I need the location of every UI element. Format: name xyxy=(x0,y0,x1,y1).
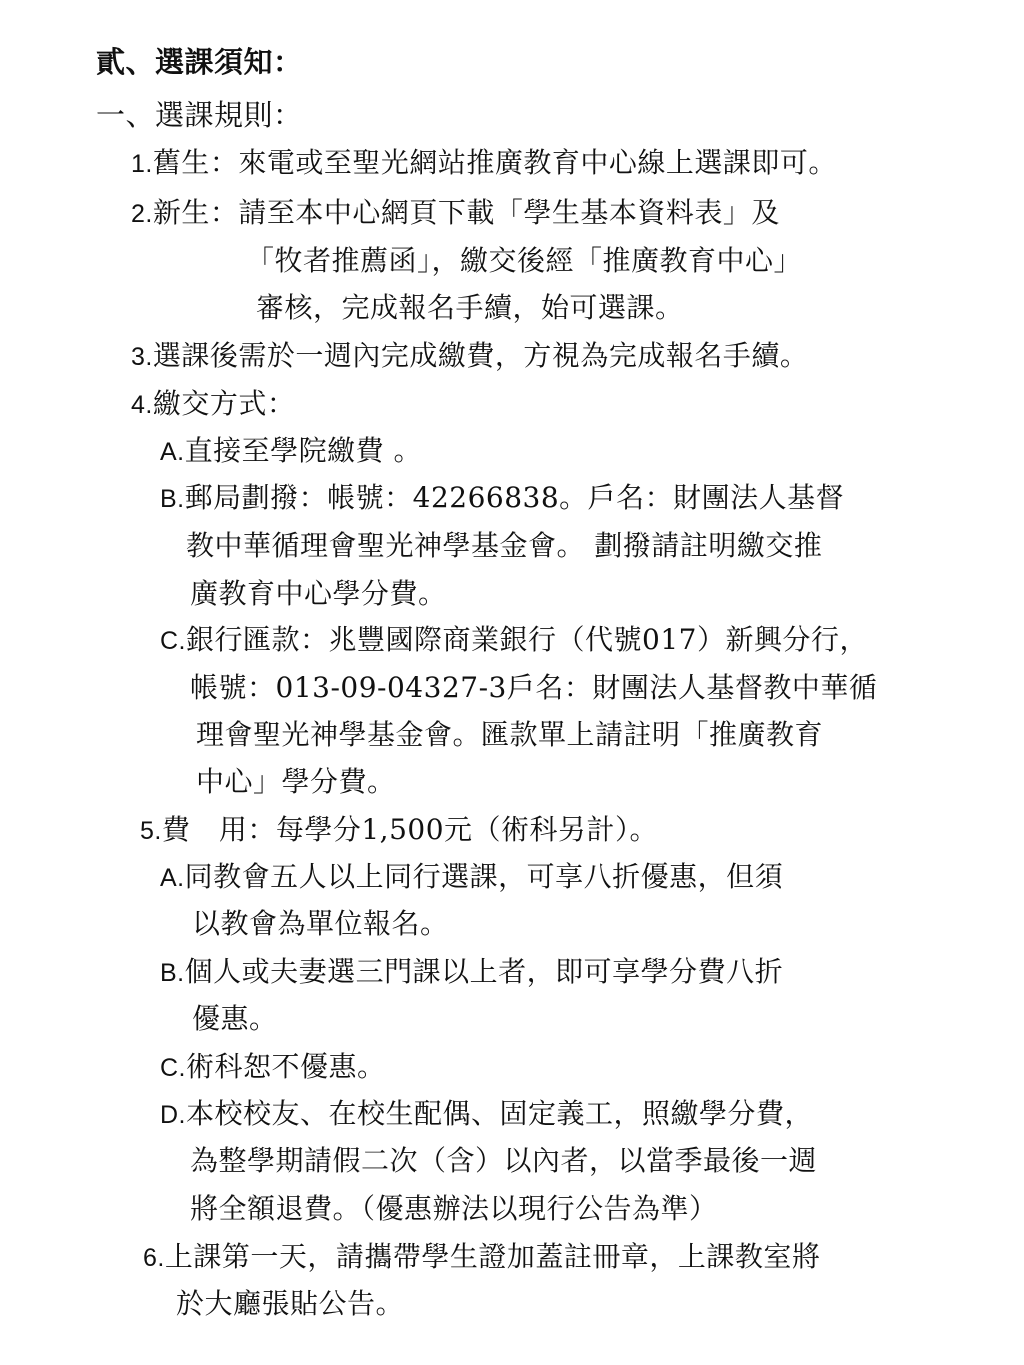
rule-6-line-2: 於大廳張貼公告。 xyxy=(176,1287,405,1320)
rule-4-item-a xyxy=(160,434,422,469)
rule-5-d-letter: D. xyxy=(160,1101,186,1129)
rule-5-a-text-line-1: 同教會五人以上同行選課，可享八折優惠，但須 xyxy=(184,860,784,893)
rule-1 xyxy=(131,146,837,181)
rule-4-number: 4. xyxy=(131,391,153,419)
rule-4-c-letter: C. xyxy=(160,627,186,655)
rule-5-b-text-line-1: 個人或夫妻選三門課以上者，即可享學分費八折 xyxy=(184,955,784,988)
rule-4-c-text-line-1: 銀行匯款：兆豐國際商業銀行（代號017）新興分行， xyxy=(186,623,868,656)
rule-5-text: 費 用：每學分1,500元（術科另計）。 xyxy=(161,813,659,846)
rule-4-item-c-line-4: 中心」學分費。 xyxy=(196,765,396,798)
rule-4-item-c-line-2: 帳號：013-09-04327-3戶名：財團法人基督教中華循 xyxy=(190,671,878,704)
rule-2-line-1 xyxy=(131,196,780,231)
rule-3-text: 選課後需於一週內完成繳費，方視為完成報名手續。 xyxy=(152,339,809,372)
rule-6-number: 6. xyxy=(143,1244,165,1272)
rule-5-item-a-line-2: 以教會為單位報名。 xyxy=(192,907,449,940)
rule-3-number: 3. xyxy=(131,343,153,371)
rule-4-a-text: 直接至學院繳費 。 xyxy=(184,434,423,467)
rule-5-c-text: 術科恕不優惠。 xyxy=(186,1050,386,1083)
rule-5-item-b-line-2: 優惠。 xyxy=(192,1002,278,1035)
rule-5-item-d-line-1 xyxy=(160,1097,813,1132)
rule-6-text-line-1: 上課第一天，請攜帶學生證加蓋註冊章，上課教室將 xyxy=(164,1240,821,1273)
rule-4-item-b-line-1 xyxy=(160,481,844,516)
rule-4-b-text-line-1: 郵局劃撥：帳號：42266838。戶名：財團法人基督 xyxy=(184,481,845,514)
rule-5-d-text-line-1: 本校校友、在校生配偶、固定義工，照繳學分費， xyxy=(186,1097,814,1130)
rule-4-a-letter: A. xyxy=(160,438,185,466)
rule-5-c-letter: C. xyxy=(160,1054,186,1082)
rule-5-b-letter: B. xyxy=(160,959,185,987)
rule-4-item-c-line-3: 理會聖光神學基金會。匯款單上請註明「推廣教育 xyxy=(196,718,824,751)
rule-5-a-letter: A. xyxy=(160,864,185,892)
rule-3 xyxy=(131,339,808,374)
rule-2-line-3: 審核，完成報名手續，始可選課。 xyxy=(256,291,684,324)
rule-1-text: 舊生：來電或至聖光網站推廣教育中心線上選課即可。 xyxy=(152,146,837,179)
document-title: 貳、選課須知： xyxy=(96,45,303,79)
rule-4 xyxy=(131,387,295,422)
rule-2-number: 2. xyxy=(131,200,153,228)
rule-5-item-a-line-1 xyxy=(160,860,783,895)
rule-5-number: 5. xyxy=(140,817,162,845)
rule-2-text-line-1: 新生：請至本中心網頁下載「學生基本資料表」及 xyxy=(152,196,780,229)
rule-2-line-2: 「牧者推薦函」，繳交後經「推廣教育中心」 xyxy=(246,244,803,277)
rule-4-item-c-line-1 xyxy=(160,623,868,658)
rule-4-item-b-line-2: 教中華循理會聖光神學基金會。 劃撥請註明繳交推 xyxy=(186,529,823,562)
rule-4-text: 繳交方式： xyxy=(152,387,296,420)
rule-5-item-d-line-2: 為整學期請假二次（含）以內者，以當季最後一週 xyxy=(190,1144,818,1177)
rule-5-item-c xyxy=(160,1050,386,1085)
rule-4-b-letter: B. xyxy=(160,485,185,513)
rule-5-item-d-line-3: 將全額退費。（優惠辦法以現行公告為準） xyxy=(190,1192,718,1225)
rule-1-number: 1. xyxy=(131,150,153,178)
rule-5 xyxy=(140,813,658,848)
rule-4-item-b-line-3: 廣教育中心學分費。 xyxy=(190,577,447,610)
rule-6-line-1 xyxy=(143,1240,820,1275)
section-heading-rules: 一、選課規則： xyxy=(96,98,303,132)
rule-5-item-b-line-1 xyxy=(160,955,783,990)
